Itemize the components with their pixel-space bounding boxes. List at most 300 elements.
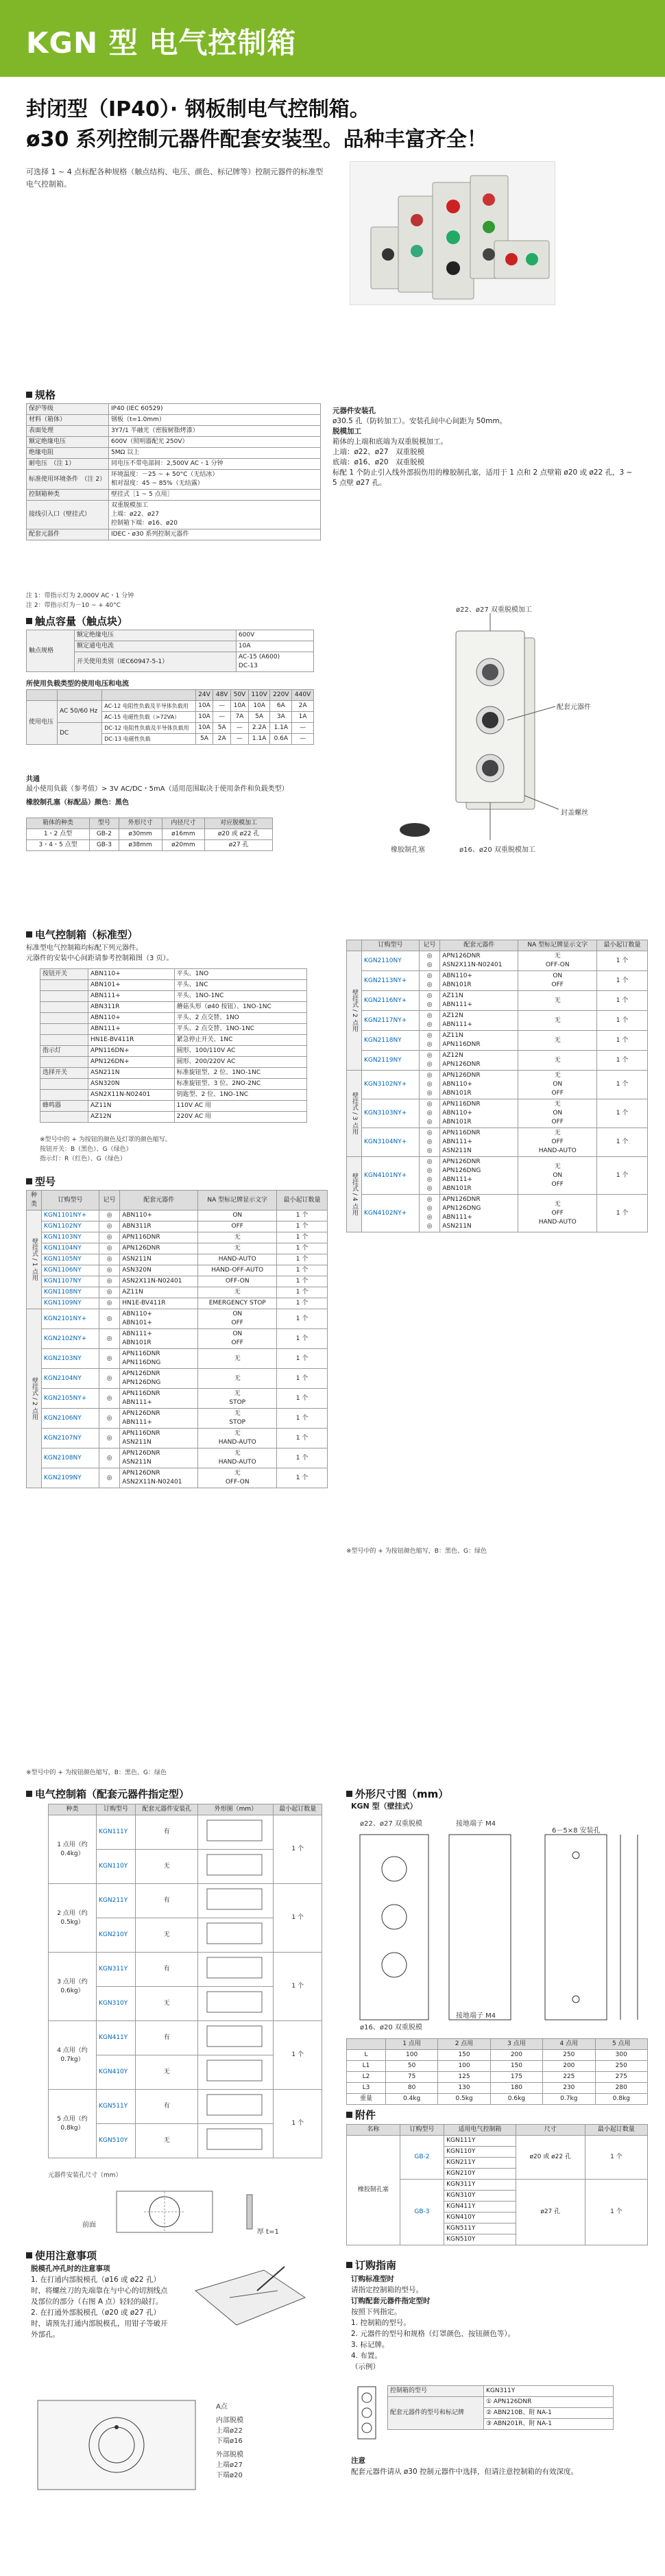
model-row xyxy=(27,1298,328,1309)
std-row xyxy=(40,980,307,991)
std-cell: AZ11N xyxy=(88,1101,175,1112)
model-right-qty: 1 个 xyxy=(597,1051,648,1071)
blank-head-cell: 最小起订数量 xyxy=(274,1804,322,1815)
dims-cell: 125 xyxy=(438,2072,490,2083)
dims-head-cell: 1 点用 xyxy=(385,2039,437,2050)
box-label-cover: 封盖螺丝 xyxy=(561,809,588,817)
rubber-cell: ø38mm xyxy=(119,840,162,851)
model-qty: 1 个 xyxy=(277,1211,328,1221)
model-right-row xyxy=(347,1195,648,1232)
model-qty: 1 个 xyxy=(277,1369,328,1389)
dims-cell: 0.5kg xyxy=(438,2094,490,2105)
acc-row xyxy=(347,2136,648,2147)
contact-row-2-label: 额定通电电流 xyxy=(75,641,237,652)
load-cell: 10A xyxy=(195,701,213,712)
rubber-cell: ø30mm xyxy=(119,829,162,840)
std-row xyxy=(40,1079,307,1090)
dims-drawing xyxy=(346,1814,648,2034)
dims-cell: 150 xyxy=(490,2061,542,2072)
std-cell: ASN211N xyxy=(88,1068,175,1079)
std-note-1: ※型号中的 + 为按钮的颜色及灯罩的颜色缩写。 xyxy=(40,1136,171,1143)
blank-row xyxy=(49,1815,322,1850)
model-parts: ABN110+ ABN101+ xyxy=(120,1309,198,1329)
order-step-3: 3. 标记牌。 xyxy=(351,2341,389,2349)
model-qty: 1 个 xyxy=(277,1429,328,1448)
spec-value: 双重脱模加工 上端：ø22、ø27 控制箱下端：ø16、ø20 xyxy=(109,501,321,529)
std-cell: ABN111+ xyxy=(88,1024,175,1035)
acc-head-cell: 订购型号 xyxy=(400,2125,444,2136)
model-symbol-icon: ◎ xyxy=(99,1232,119,1243)
load-row xyxy=(27,701,314,712)
model-right-symbol-icon: ◎ ◎ ◎ xyxy=(419,1071,439,1099)
model-right-row xyxy=(347,1157,648,1195)
model-right-code: KGN3103NY+ xyxy=(362,1099,420,1128)
order-value: ① APN126DNR xyxy=(484,2397,614,2408)
rubber-head-cell: 对应脱模加工 xyxy=(205,818,273,829)
acc-code: GB-3 xyxy=(400,2180,444,2245)
model-right-row xyxy=(347,1051,648,1071)
model-qty: 1 个 xyxy=(277,1309,328,1329)
blank-title: 电气控制箱（配套元器件指定型） xyxy=(26,1787,189,1801)
std-row xyxy=(40,1090,307,1101)
std-cell: 平头、1NC xyxy=(174,980,306,991)
std-cell: ABN110+ xyxy=(88,1013,175,1024)
order-txt-2: 按照下列指定。 xyxy=(351,2308,402,2316)
knock-label-6: 下端ø20 xyxy=(216,2472,243,2479)
hole-thick: 厚 t=1 xyxy=(257,2228,279,2236)
model-parts: APN126DNR xyxy=(120,1243,198,1254)
acc-model: KGN310Y xyxy=(444,2191,516,2202)
model-group: 壁挂式 / 1 点用 xyxy=(27,1211,42,1309)
contact-row-2-value: 10A xyxy=(236,641,313,652)
model-right-code: KGN2118NY xyxy=(362,1031,420,1051)
model-parts: APN126DNR APN126DNG xyxy=(120,1369,198,1389)
std-row xyxy=(40,1112,307,1123)
model-right-qty: 1 个 xyxy=(597,1071,648,1099)
load-head-cell: 24V xyxy=(195,690,213,701)
knock-label-4: 外部脱模 xyxy=(216,2451,243,2459)
load-cell: — xyxy=(213,712,231,723)
blank-table xyxy=(48,1804,322,2158)
blank-qty: 1 个 xyxy=(274,1953,322,2021)
std-intro xyxy=(26,943,173,964)
spec-value: IP40 (IEC 60529) xyxy=(109,404,321,415)
load-table xyxy=(26,689,314,745)
model-symbol-icon: ◎ xyxy=(99,1389,119,1409)
contact-title: 触点容量（触点块） xyxy=(26,614,128,628)
model-right-qty: 1 个 xyxy=(597,951,648,971)
model-right-label: 无 ON OFF xyxy=(518,1071,597,1099)
model-right-parts: APN116DNR ABN111+ ASN211N xyxy=(440,1128,518,1157)
blank-code: KGN510Y xyxy=(97,2124,136,2158)
model-parts: APN126DNR ASN211N xyxy=(120,1448,198,1468)
blank-hole: 无 xyxy=(136,1850,198,1884)
dims-head-cell xyxy=(347,2039,386,2050)
caution-sub: 脱模孔冲孔时的注意事项 xyxy=(31,2265,110,2273)
dims-table xyxy=(346,2038,648,2105)
model-right-parts: AZ11N ABN111+ xyxy=(440,991,518,1011)
model-right-qty: 1 个 xyxy=(597,1031,648,1051)
spec-label: 接线引入口（壁挂式） xyxy=(27,501,109,529)
blank-head-cell: 配套元器件安装孔 xyxy=(136,1804,198,1815)
spec-label: 额定绝缘电压 xyxy=(27,437,109,448)
blank-hole: 无 xyxy=(136,1918,198,1953)
acc-model: KGN410Y xyxy=(444,2213,516,2223)
model-code: KGN2108NY xyxy=(42,1448,99,1468)
spec-value: 钢板（t=1.0mm） xyxy=(109,415,321,426)
std-cell: ABN111+ xyxy=(88,991,175,1002)
contact-row-1-label: 额定绝缘电压 xyxy=(75,630,237,641)
rubber-cell: ø20mm xyxy=(162,840,205,851)
acc-head-cell: 名称 xyxy=(347,2125,400,2136)
model-row xyxy=(27,1265,328,1276)
model-right-row xyxy=(347,1031,648,1051)
std-row xyxy=(40,1013,307,1024)
model-right-qty: 1 个 xyxy=(597,991,648,1011)
rubber-head-cell: 内径尺寸 xyxy=(162,818,205,829)
contact-row-3-label: 开关使用类别（IEC60947-5-1） xyxy=(75,652,237,672)
acc-table xyxy=(346,2124,648,2245)
load-cell: 3A xyxy=(270,712,292,723)
model-right-label: 无 xyxy=(518,1031,597,1051)
model-symbol-icon: ◎ xyxy=(99,1298,119,1309)
blank-figure xyxy=(198,1815,274,1850)
headline-line-1: 封闭型（IP40）· 钢板制电气控制箱。 xyxy=(26,97,370,121)
blank-code: KGN410Y xyxy=(97,2055,136,2090)
rubber-table xyxy=(26,818,273,851)
std-cell xyxy=(40,1057,88,1068)
load-head-blank xyxy=(27,690,58,701)
model-code: KGN2105NY+ xyxy=(42,1389,99,1409)
dims-label-5: 接地端子 M4 xyxy=(456,2012,496,2020)
load-cell: — xyxy=(292,723,314,734)
spec-label: 控制箱种类 xyxy=(27,490,109,501)
blank-row xyxy=(49,1884,322,1918)
model-symbol-icon: ◎ xyxy=(99,1254,119,1265)
acc-model: KGN210Y xyxy=(444,2169,516,2180)
model-right-symbol-icon: ◎ ◎ xyxy=(419,1031,439,1051)
model-right-row xyxy=(347,951,648,971)
model-right-symbol-icon: ◎ ◎ ◎ xyxy=(419,1128,439,1157)
spec-row xyxy=(27,415,321,426)
spec-right-line-2: 脱模加工 xyxy=(332,427,361,436)
box-label-plug: 橡胶制孔塞 xyxy=(391,846,425,854)
load-cell: 2A xyxy=(292,701,314,712)
spec-note-1: 注 1：带指示灯为 2,000V AC・1 分钟 xyxy=(26,593,134,599)
dims-cell: 180 xyxy=(490,2083,542,2094)
spec-label: 配套元器件 xyxy=(27,529,109,540)
model-right-label: 无 xyxy=(518,1051,597,1071)
model-right-qty: 1 个 xyxy=(597,1157,648,1195)
model-label: 无 xyxy=(198,1287,277,1298)
order-example-table xyxy=(387,2385,614,2430)
rubber-head-cell: 型号 xyxy=(90,818,119,829)
contact-row-1-value: 600V xyxy=(236,630,313,641)
order-step-2: 2. 元器件的型号和规格（灯罩颜色、按钮颜色等）。 xyxy=(351,2330,516,2338)
model-symbol-icon: ◎ xyxy=(99,1309,119,1329)
spec-label: 表面处理 xyxy=(27,426,109,437)
dims-head-cell: 4 点用 xyxy=(543,2039,595,2050)
dims-head-cell: 5 点用 xyxy=(595,2039,647,2050)
model-right-code: KGN4102NY+ xyxy=(362,1195,420,1232)
dims-row xyxy=(347,2083,648,2094)
model-right-parts: APN126DNR APN126DNG ABN111+ ASN211N xyxy=(440,1195,518,1232)
models-right-head-cell: 记号 xyxy=(419,940,439,951)
model-right-code: KGN2119NY xyxy=(362,1051,420,1071)
dims-cell: 重量 xyxy=(347,2094,386,2105)
model-symbol-icon: ◎ xyxy=(99,1329,119,1349)
model-label: 无 xyxy=(198,1349,277,1369)
load-cell: 2A xyxy=(213,734,231,745)
rubber-cell: 3・4・5 点型 xyxy=(27,840,90,851)
model-row xyxy=(27,1211,328,1221)
models-right-head-cell: NA 型标记牌显示文字 xyxy=(518,940,597,951)
std-cell: APN116DN+ xyxy=(88,1046,175,1057)
box-label-bottom: ø16、ø20 双重脱模加工 xyxy=(459,846,535,854)
acc-model: KGN511Y xyxy=(444,2223,516,2234)
model-symbol-icon: ◎ xyxy=(99,1265,119,1276)
spec-value: 壁挂式［1 ~ 5 点用］ xyxy=(109,490,321,501)
spec-label: 耐电压 （注 1） xyxy=(27,459,109,470)
std-cell xyxy=(40,1024,88,1035)
std-cell xyxy=(40,991,88,1002)
dims-cell: 150 xyxy=(438,2050,490,2061)
model-code: KGN1107NY xyxy=(42,1276,99,1287)
model-qty: 1 个 xyxy=(277,1276,328,1287)
rubber-row xyxy=(27,829,273,840)
dims-row xyxy=(347,2050,648,2061)
blank-row xyxy=(49,2090,322,2124)
hole-face: 前面 xyxy=(82,2221,96,2229)
knock-label-1: 内部脱模 xyxy=(216,2417,243,2424)
model-right-parts: AZ11N APN116DNR xyxy=(440,1031,518,1051)
acc-title: 附件 xyxy=(346,2108,376,2122)
blank-qty: 1 个 xyxy=(274,1815,322,1884)
spec-row xyxy=(27,437,321,448)
spec-right-line-1: ø30.5 孔（防转加工）。安装孔间中心间距为 50mm。 xyxy=(332,417,507,425)
model-right-code: KGN2116NY+ xyxy=(362,991,420,1011)
load-group: 使用电压 xyxy=(27,701,58,745)
model-qty: 1 个 xyxy=(277,1448,328,1468)
model-symbol-icon: ◎ xyxy=(99,1369,119,1389)
blank-type: 3 点用（约 0.6kg） xyxy=(49,1953,97,2021)
model-row xyxy=(27,1254,328,1265)
models-head-cell: 种类 xyxy=(27,1191,42,1211)
spec-note-2: 注 2：带指示灯为－10 ~ + 40°C xyxy=(26,602,121,609)
model-qty: 1 个 xyxy=(277,1243,328,1254)
model-right-qty: 1 个 xyxy=(597,1099,648,1128)
std-cell: 平头、2 点交替、1NO xyxy=(174,1013,306,1024)
load-head-cell: 440V xyxy=(292,690,314,701)
model-right-label: 无 xyxy=(518,1011,597,1031)
model-code: KGN1105NY xyxy=(42,1254,99,1265)
model-row xyxy=(27,1232,328,1243)
model-parts: APN126DNR ABN111+ xyxy=(120,1409,198,1429)
spec-notes xyxy=(26,591,134,610)
std-note-3: 指示灯：R（红色）、G（绿色） xyxy=(40,1156,126,1162)
acc-name: 橡胶制孔塞 xyxy=(347,2136,400,2245)
model-code: KGN1106NY xyxy=(42,1265,99,1276)
spec-row xyxy=(27,404,321,415)
order-value: ② ABN210B、附 NA-1 xyxy=(484,2408,614,2419)
std-cell: 蘑菇头形（ø40 按钮）、1NO-1NC xyxy=(174,1002,306,1013)
model-label: 无 xyxy=(198,1369,277,1389)
model-label: OFF xyxy=(198,1221,277,1232)
blank-head-cell: 外形图（mm） xyxy=(198,1804,274,1815)
model-right-qty: 1 个 xyxy=(597,1011,648,1031)
dims-cell: L xyxy=(347,2050,386,2061)
model-parts: APN116DNR ABN111+ xyxy=(120,1389,198,1409)
std-cell: ABN311R xyxy=(88,1002,175,1013)
box-label-mount: 配套元器件 xyxy=(557,704,591,711)
dims-cell: 50 xyxy=(385,2061,437,2072)
contact-table xyxy=(26,630,314,672)
std-row xyxy=(40,991,307,1002)
acc-head-cell: 最小起订数量 xyxy=(585,2125,647,2136)
model-right-label: 无 OFF HAND-AUTO xyxy=(518,1128,597,1157)
dims-label-3: 6－5×8 安装孔 xyxy=(552,1827,601,1835)
model-code: KGN2101NY+ xyxy=(42,1309,99,1329)
model-right-group: 壁挂式 / 3 点用 xyxy=(347,1071,362,1157)
load-type: AC 50/60 Hz xyxy=(57,701,101,723)
model-qty: 1 个 xyxy=(277,1468,328,1488)
model-right-group: 壁挂式 / 2 点用 xyxy=(347,951,362,1071)
headline xyxy=(26,95,487,155)
caution-line-2: 2. 在打通外部脱模孔（ø20 或 ø27 孔）时，请预先打通内部脱模孔，用钳子等破开外部孔。 xyxy=(31,2309,168,2339)
order-note-title: 注意 xyxy=(351,2457,365,2465)
dims-cell: 200 xyxy=(490,2050,542,2061)
acc-head-cell: 适用电气控制箱 xyxy=(444,2125,516,2136)
load-cell: 5A xyxy=(195,734,213,745)
model-right-parts: ABN110+ ABN101R xyxy=(440,971,518,991)
std-row xyxy=(40,1024,307,1035)
model-parts: ASN211N xyxy=(120,1254,198,1265)
model-parts: APN116DNR ASN211N xyxy=(120,1429,198,1448)
model-right-qty: 1 个 xyxy=(597,1128,648,1157)
dims-cell: 225 xyxy=(543,2072,595,2083)
model-code: KGN1102NY xyxy=(42,1221,99,1232)
model-parts: APN126DNR ASN2X11N-N02401 xyxy=(120,1468,198,1488)
std-cell: AZ12N xyxy=(88,1112,175,1123)
load-head-blank-2 xyxy=(57,690,101,701)
dims-cell: 175 xyxy=(490,2072,542,2083)
knockout-drawing-2 xyxy=(31,2394,319,2496)
std-cell: 按钮开关 xyxy=(40,969,88,980)
model-row xyxy=(27,1309,328,1329)
order-value: ③ ABN201R、附 NA-1 xyxy=(484,2419,614,2430)
model-label: OFF-ON xyxy=(198,1276,277,1287)
order-sub-1: 订购标准型时 xyxy=(351,2275,394,2283)
dims-cell: 200 xyxy=(543,2061,595,2072)
acc-model: KGN411Y xyxy=(444,2202,516,2213)
model-right-symbol-icon: ◎ ◎ ◎ ◎ xyxy=(419,1157,439,1195)
spec-row xyxy=(27,448,321,459)
std-cell: HN1E-BV411R xyxy=(88,1035,175,1046)
order-txt-1: 请指定控制箱的型号。 xyxy=(351,2286,423,2294)
blank-row xyxy=(49,2021,322,2055)
model-qty: 1 个 xyxy=(277,1265,328,1276)
dims-cell: 230 xyxy=(543,2083,595,2094)
order-label: 配套元器件的型号和标记牌 xyxy=(388,2397,484,2430)
models-right-note: ※型号中的 + 为按钮颜色缩写，B：黑色、G：绿色 xyxy=(346,1548,487,1555)
blank-figure xyxy=(198,1987,274,2021)
load-sub: 所使用负载类型的使用电压和电流 xyxy=(26,680,129,688)
model-right-symbol-icon: ◎ ◎ xyxy=(419,971,439,991)
contact-row-3-value: AC-15 (A600) DC-13 xyxy=(236,652,313,672)
model-parts: ASN2X11N-N02401 xyxy=(120,1276,198,1287)
order-value: KGN311Y xyxy=(484,2386,614,2397)
knock-label-5: 上端ø27 xyxy=(216,2461,243,2469)
acc-head-cell: 尺寸 xyxy=(516,2125,585,2136)
std-notes xyxy=(40,1135,171,1164)
order-row xyxy=(388,2397,614,2408)
model-row xyxy=(27,1468,328,1488)
model-symbol-icon: ◎ xyxy=(99,1448,119,1468)
load-cell: 10A xyxy=(248,701,270,712)
model-row xyxy=(27,1221,328,1232)
order-text xyxy=(351,2274,646,2372)
model-code: KGN1109NY xyxy=(42,1298,99,1309)
model-right-code: KGN2113NY+ xyxy=(362,971,420,991)
blank-code: KGN311Y xyxy=(97,1953,136,1987)
std-cell xyxy=(40,1002,88,1013)
model-parts: ABN311R xyxy=(120,1221,198,1232)
blank-type: 2 点用（约 0.5kg） xyxy=(49,1884,97,1953)
models-head-cell: 订购型号 xyxy=(42,1191,99,1211)
model-symbol-icon: ◎ xyxy=(99,1409,119,1429)
blank-type: 1 点用（约 0.4kg） xyxy=(49,1815,97,1884)
std-cell: ABN110+ xyxy=(88,969,175,980)
spec-label: 保护等级 xyxy=(27,404,109,415)
load-cell: 6A xyxy=(270,701,292,712)
common-text: 最小使用负载（参考值）> 3V AC/DC・5mA（适用范围取决于使用条件和负载类型） xyxy=(26,785,289,793)
order-note xyxy=(351,2455,646,2477)
rubber-head-cell: 外形尺寸 xyxy=(119,818,162,829)
blank-hole: 有 xyxy=(136,1815,198,1850)
model-right-parts: APN126DNR ABN110+ ABN101R xyxy=(440,1071,518,1099)
spec-right-line-6: 标配 1 个防止引入线外部损伤用的橡胶制孔塞，适用于 1 点和 2 点壁箱 ø20 或 ø22 孔，3 ~ 5 点壁 ø27 孔。 xyxy=(332,468,633,487)
spec-value: IDEC・ø30 系列控制元器件 xyxy=(109,529,321,540)
blank-type: 5 点用（约 0.8kg） xyxy=(49,2090,97,2158)
model-right-row xyxy=(347,1011,648,1031)
blank-figure xyxy=(198,1884,274,1918)
caution-line-1: 1. 在打通内部脱模孔（ø16 或 ø22 孔）时，将螺丝刀的先端靠在与中心的切割线点及部位的部分（右图 A 点）轻轻的敲打。 xyxy=(31,2276,168,2306)
model-right-label: ON OFF xyxy=(518,971,597,991)
model-right-label: 无 ON OFF xyxy=(518,1157,597,1195)
rubber-title: 橡胶制孔塞（标配品）颜色：黑色 xyxy=(26,799,129,807)
model-parts: AZ11N xyxy=(120,1287,198,1298)
model-label: 无 HAND-AUTO xyxy=(198,1448,277,1468)
model-right-row xyxy=(347,1099,648,1128)
models-note: ※型号中的 + 为按钮颜色缩写，B：黑色、G：绿色 xyxy=(26,1769,167,1776)
blank-qty: 1 个 xyxy=(274,2021,322,2090)
model-code: KGN1103NY xyxy=(42,1232,99,1243)
blank-code: KGN310Y xyxy=(97,1987,136,2021)
models-title: 型号 xyxy=(26,1174,56,1189)
spec-value: 同电压不带电部间：2,500V AC・1 分钟 xyxy=(109,459,321,470)
model-right-code: KGN2117NY+ xyxy=(362,1011,420,1031)
intro-text: 可选择 1 ~ 4 点标配各种规格（触点结构、电压、颜色、标记牌等）控制元器件的标准型电气控制箱。 xyxy=(26,167,324,189)
rubber-head-cell: 箱体的种类 xyxy=(27,818,90,829)
rubber-cell: ø20 或 ø22 孔 xyxy=(205,829,273,840)
load-cell: 0.6A xyxy=(270,734,292,745)
model-parts: APN116DNR APN116DNG xyxy=(120,1349,198,1369)
model-label: 无 STOP xyxy=(198,1409,277,1429)
blank-code: KGN211Y xyxy=(97,1884,136,1918)
load-cell: 1.1A xyxy=(270,723,292,734)
models-right-head-group xyxy=(347,940,362,951)
model-code: KGN1101NY+ xyxy=(42,1211,99,1221)
